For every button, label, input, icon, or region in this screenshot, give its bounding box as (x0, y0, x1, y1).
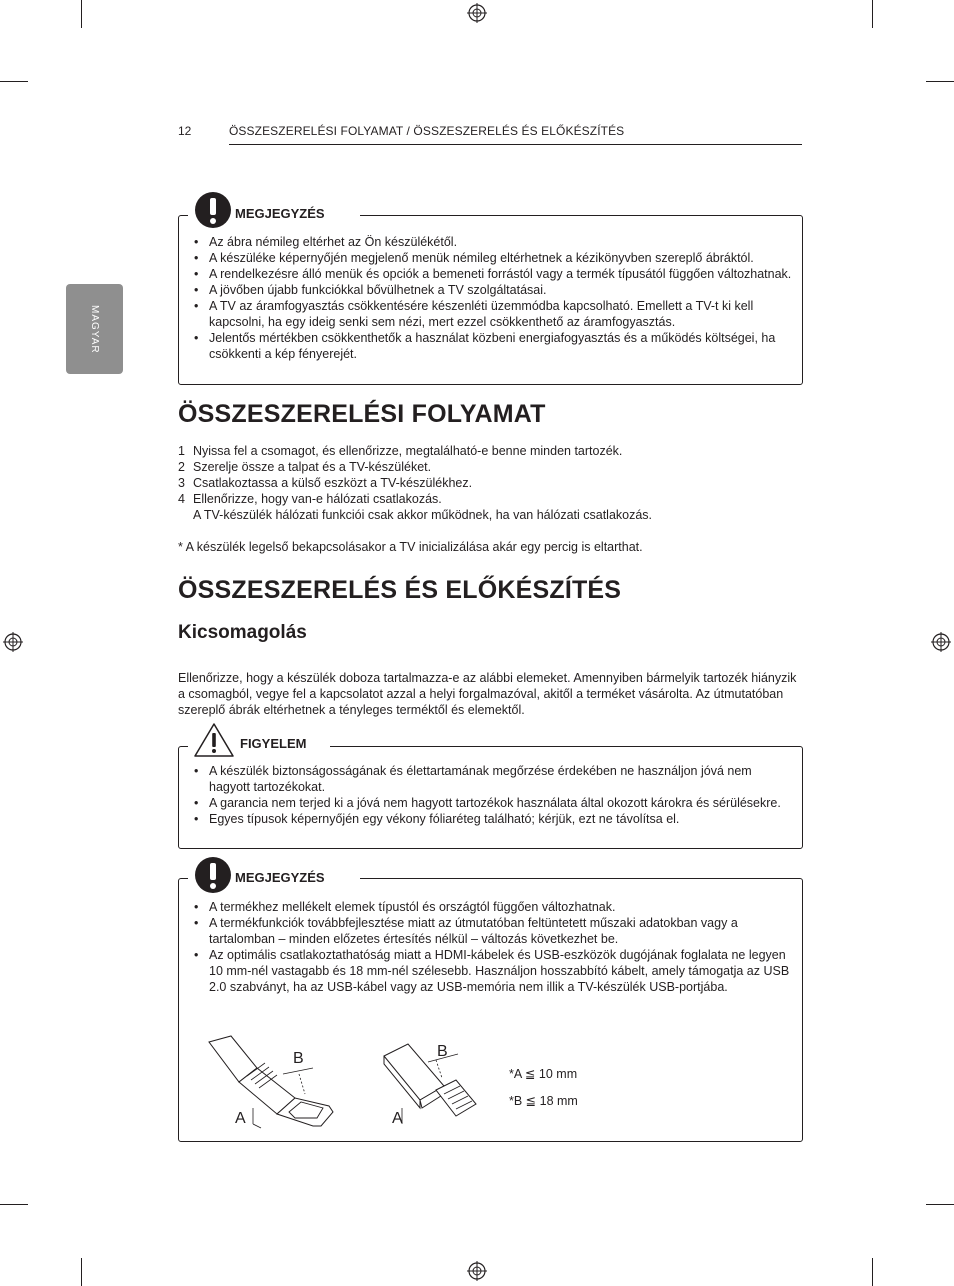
language-tab (66, 284, 123, 374)
registration-mark-icon (931, 632, 951, 652)
list-item: • A készülék biztonságosságának és élettartamának megőrzése érdekében ne használjon jóvá nem hagyott tartozékokat. (178, 763, 793, 795)
list-item: • Az optimális csatlakoztathatóság miatt a HDMI-kábelek és USB-eszközök dugójának foglalata ne legyen 10 mm-nél vastagabb és 18 mm-nél szélesebb. Használjon hosszabbító kábelt, amely támogatja az USB 2.0 szabványt, ha az USB-kábel vagy az USB-memória nem illik a TV-készülék USB-portjába. (178, 947, 793, 995)
section-title: ÖSSZESZERELÉS ÉS ELŐKÉSZÍTÉS (178, 576, 622, 604)
step-item (178, 507, 798, 523)
step-number: 1 (178, 444, 185, 458)
crop-mark (81, 1258, 82, 1286)
section-title: ÖSSZESZERELÉSI FOLYAMAT (178, 400, 546, 428)
intro-paragraph: Ellenőrizze, hogy a készülék doboza tartalmazza-e az alábbi elemeket. Amennyiben bármelyik tartozék hiányzik a csomagból, vegye fel a kapcsolatot azzal a helyi forgalmazóval, akitől a terméket vásárolta. Az útmutatóban szereplő ábrák eltérhetnek a tényleges terméktől és elemektől. (178, 671, 797, 717)
step-item (178, 475, 798, 491)
page-number: 12 (178, 124, 192, 138)
list-item: • A TV az áramfogyasztás csökkentésére készenléti üzemmódba kapcsolható. Emellett a TV-t ki kell kapcsolni, ha egy ideig senki sem nézi, mert ezzel csökkenthető az áramfogyasztás. (178, 298, 793, 330)
exclamation-icon (194, 856, 232, 894)
list-item: • A készüléke képernyőjén megjelenő menük némileg eltérhetnek a kézikönyvben szereplő ábráktól. (178, 250, 793, 266)
step-extra-text: A TV-készülék hálózati funkciói csak akkor működnek, ha van hálózati csatlakozás. (193, 508, 653, 522)
diagram-label-b: B (437, 1043, 448, 1060)
caution-label: FIGYELEM (236, 736, 310, 751)
footnote: * A készülék legelső bekapcsolásakor a TV inicializálása akár egy percig is eltarthat. (178, 540, 643, 554)
diagram-label-a: A (392, 1110, 403, 1127)
note-label: MEGJEGYZÉS (231, 206, 329, 221)
list-item: • A garancia nem terjed ki a jóvá nem hagyott tartozékok használata által okozott károkra és sérülésekre. (178, 795, 793, 811)
subsection-title: Kicsomagolás (178, 622, 307, 643)
step-text: Nyissa fel a csomagot, és ellenőrizze, megtalálható-e benne minden tartozék. (193, 444, 623, 458)
diagram-label-a: A (235, 1110, 246, 1127)
registration-mark-icon (467, 1261, 487, 1281)
list-item: • A termékfunkciók továbbfejlesztése miatt az útmutatóban feltüntetett műszaki adatokban vagy a tartalomban – minden előzetes értesítés nélkül – változás következhet be. (178, 915, 793, 947)
diagram-label-b: B (293, 1050, 304, 1067)
step-number: 4 (178, 492, 185, 506)
list-item: • Egyes típusok képernyőjén egy vékony fóliaréteg található; kérjük, ezt ne távolítsa el. (178, 811, 793, 827)
step-item (178, 459, 798, 475)
crop-mark (872, 1258, 873, 1286)
crop-mark (0, 1204, 28, 1205)
list-item: • A jövőben újabb funkciókkal bővülhetnek a TV szolgáltatásai. (178, 282, 793, 298)
crop-mark (926, 81, 954, 82)
note-label: MEGJEGYZÉS (231, 870, 329, 885)
step-item (178, 443, 798, 459)
note-list (178, 899, 793, 995)
step-text: Szerelje össze a talpat és a TV-készüléket. (193, 460, 432, 474)
steps-list (178, 443, 798, 523)
step-text: Ellenőrizze, hogy van-e hálózati csatlakozás. (193, 492, 442, 506)
list-item: • A rendelkezésre álló menük és opciók a bemeneti forrástól vagy a termék típusától függően változhatnak. (178, 266, 793, 282)
running-header: ÖSSZESZERELÉSI FOLYAMAT / ÖSSZESZERELÉS ÉS ELŐKÉSZÍTÉS (229, 124, 625, 138)
registration-mark-icon (3, 632, 23, 652)
crop-mark (926, 1204, 954, 1205)
list-item: • Jelentős mértékben csökkenthetők a használat közbeni energiafogyasztás és a működés költségei, ha csökkenti a kép fényerejét. (178, 330, 793, 362)
spec-a: *A ≦ 10 mm (509, 1067, 578, 1081)
hdmi-plug-diagram (205, 1032, 340, 1132)
step-number: 3 (178, 476, 185, 490)
caution-list (178, 763, 793, 827)
language-tab-label: MAGYAR (89, 304, 100, 354)
list-item: • Az ábra némileg eltérhet az Ön készülékétől. (178, 234, 793, 250)
step-number: 2 (178, 460, 185, 474)
note-list (178, 234, 793, 362)
registration-mark-icon (467, 3, 487, 23)
exclamation-icon (194, 191, 232, 229)
list-item: • A termékhez mellékelt elemek típustól és országtól függően változhatnak. (178, 899, 793, 915)
header-rule (229, 144, 802, 145)
step-item (178, 491, 798, 507)
crop-mark (0, 81, 28, 82)
crop-mark (872, 0, 873, 28)
step-text: Csatlakoztassa a külső eszközt a TV-készülékhez. (193, 476, 473, 490)
spec-b: *B ≦ 18 mm (509, 1094, 578, 1108)
crop-mark (81, 0, 82, 28)
warning-triangle-icon (193, 722, 235, 758)
